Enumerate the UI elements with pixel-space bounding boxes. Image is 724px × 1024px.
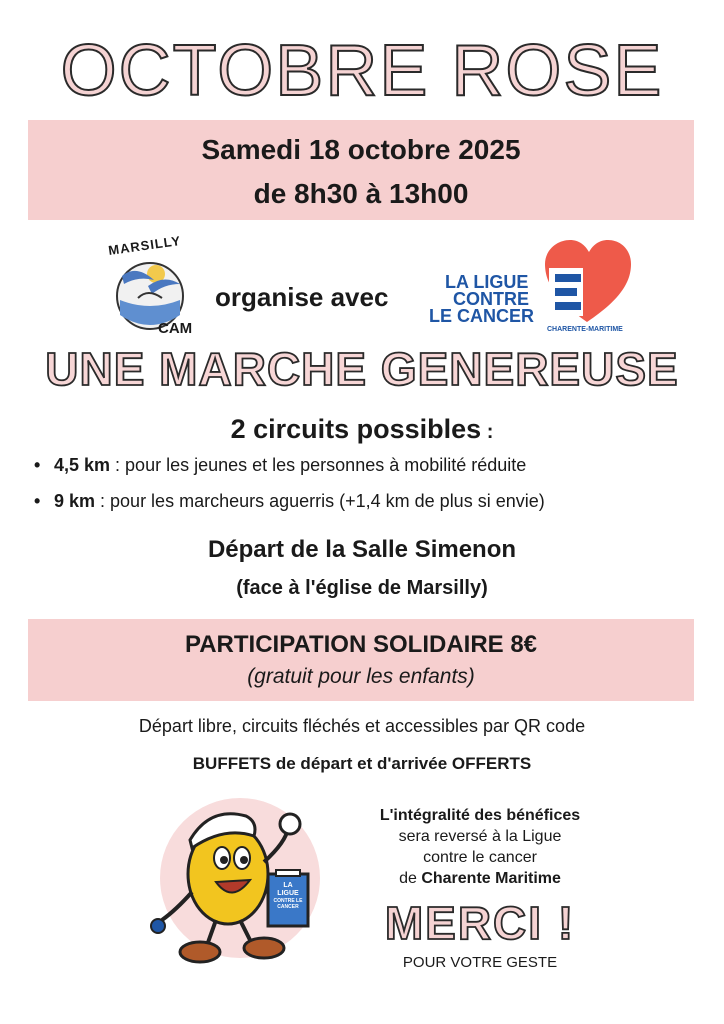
circuits-title [0,414,724,445]
ballot-box-line1: LA [283,882,293,889]
depart-location: Départ de la Salle Simenon [207,536,517,563]
ligue-line1: LA LIGUE [445,272,529,292]
benefices-line2: sera reversé à la Ligue [398,828,562,845]
participation-band [28,619,694,701]
ligue-line2: CONTRE [453,289,529,309]
event-time: de 8h30 à 13h00 [253,178,469,209]
bullet-icon: • [34,491,41,511]
headline: UNE MARCHE GENEREUSE [45,343,679,395]
ballot-box-line2: LIGUE [277,890,299,897]
participation-price: PARTICIPATION SOLIDAIRE 8€ [184,631,538,658]
benefices-line3: contre le cancer [423,849,537,866]
ballot-box-label [271,882,305,910]
ligue-sub: CHARENTE-MARITIME [547,326,623,333]
marsilly-cam-logo [104,232,204,340]
ligue-heart-icon [543,240,633,326]
poster-title: OCTOBRE ROSE [60,31,664,111]
geste-text: POUR VOTRE GESTE [402,954,558,971]
marsilly-logo-text: MARSILLY [107,232,182,259]
date-band [28,120,694,220]
circuit-distance: 4,5 km [54,455,111,475]
buffets-text: BUFFETS de départ et d'arrivée OFFERTS [192,754,532,773]
event-date: Samedi 18 octobre 2025 [201,134,521,165]
circuit-description: : pour les jeunes et les personnes à mobilité réduite [110,455,527,475]
circuit-description: : pour les marcheurs aguerris (+1,4 km de plus si envie) [95,491,545,511]
circuits-colon: : [481,421,494,443]
list-item [34,452,714,488]
cam-logo-text: CAM [158,320,193,337]
mascot-illustration [140,792,340,972]
bullet-icon: • [34,455,41,475]
ligue-line3: LE CANCER [429,306,535,326]
participation-free-note: (gratuit pour les enfants) [247,665,475,688]
depart-libre-text: Départ libre, circuits fléchés et accessibles par QR code [138,716,586,736]
organise-avec-text: organise avec [215,282,389,312]
benefices-line4-bold: Charente Maritime [421,870,561,887]
benefices-line4 [330,868,630,889]
depart-location-detail: (face à l'église de Marsilly) [236,577,488,599]
mascot-graphic [140,792,340,972]
merci-text: MERCI ! [384,897,576,949]
ligue-logo [425,240,635,340]
benefices-text [330,805,630,889]
benefices-line4-prefix: de [399,870,422,887]
ballot-box-line3: CONTRE LE CANCER [273,898,303,910]
circuits-list [34,452,714,524]
benefices-line1: L'intégralité des bénéfices [379,807,581,824]
circuit-distance: 9 km [54,491,96,511]
circuits-title-text: 2 circuits possibles [230,414,482,444]
list-item [34,488,714,524]
